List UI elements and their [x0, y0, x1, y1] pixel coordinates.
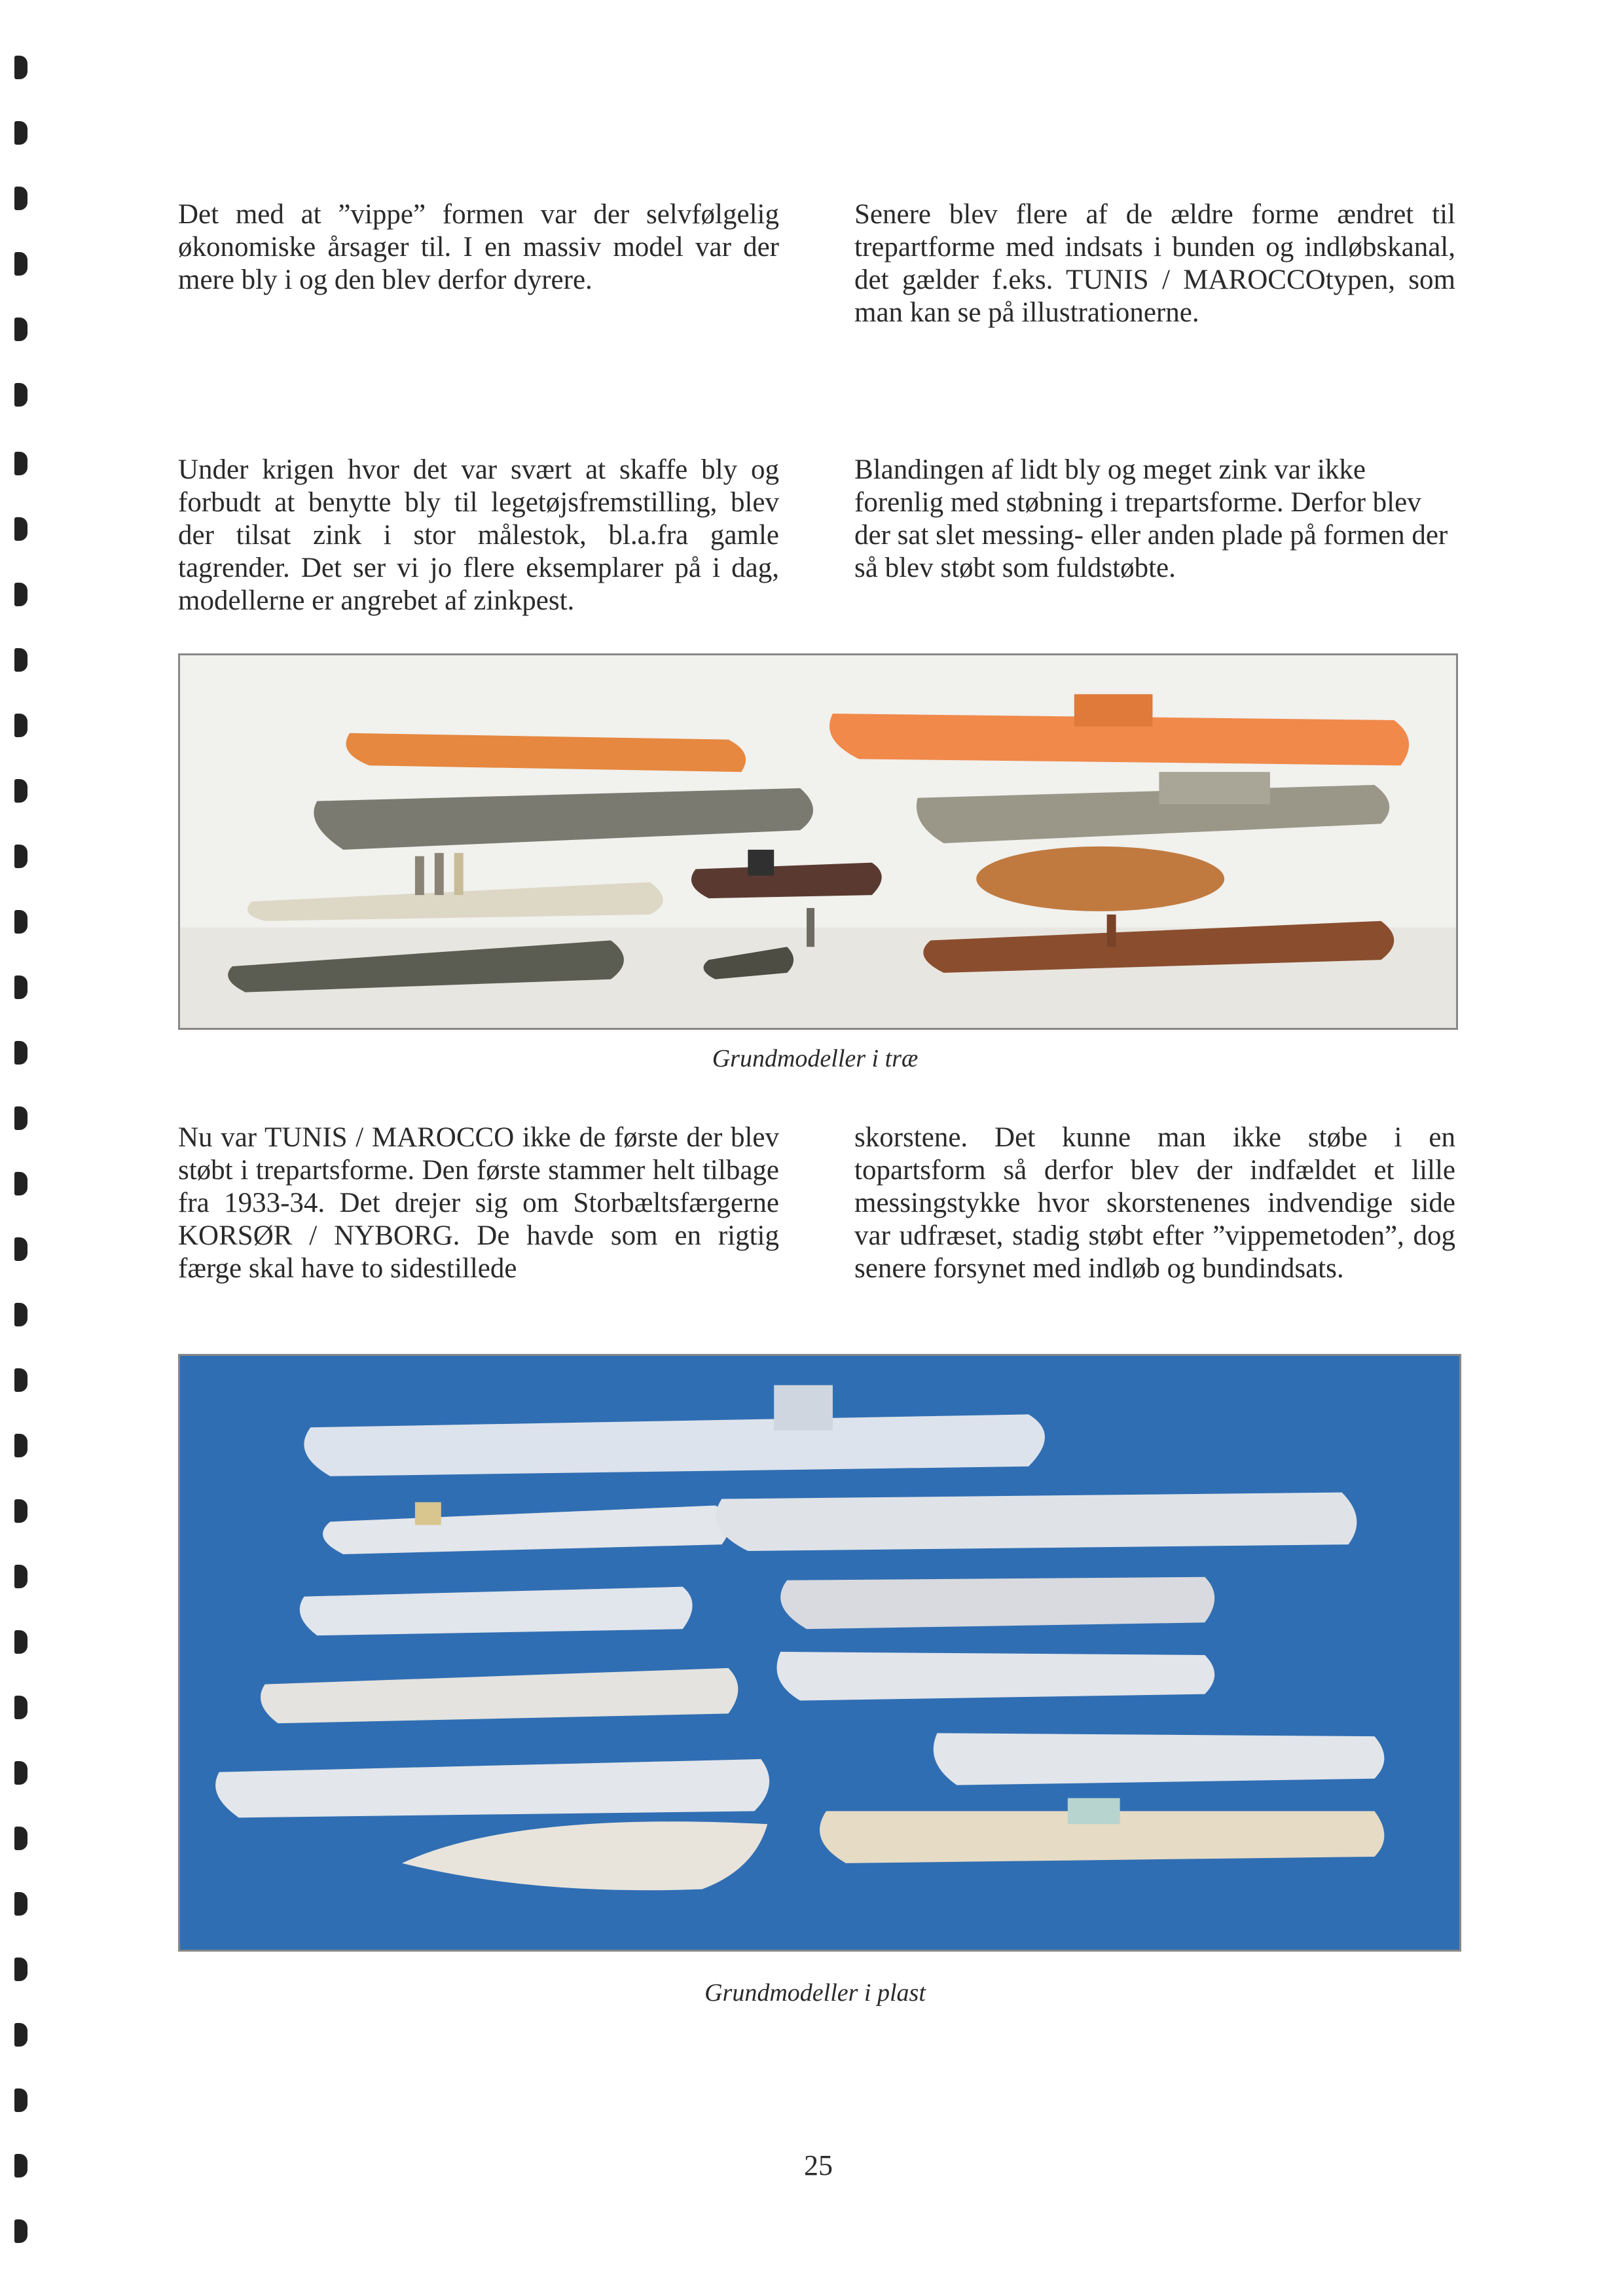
binding-hole [14, 383, 27, 407]
binding-hole [14, 1041, 27, 1065]
photo-plastic-models [178, 1354, 1461, 1952]
binding-hole [14, 1434, 27, 1457]
binding-hole [14, 779, 27, 803]
binding-hole [14, 517, 27, 541]
caption-wood: Grundmodeller i træ [712, 1045, 919, 1072]
binding-hole [14, 583, 27, 606]
binding-hole [14, 2219, 27, 2243]
paragraph-tunis: Nu var TUNIS / MAROCCO ikke de første der blev støbt i trepartsforme. Den første stammer helt tilbage fra 1933-34. Det drejer sig om Storbæltsfærgerne KORSØR / NYBORG. De havde som en rigtig færge skal have to sidestillede [178, 1122, 779, 1284]
binding-hole [14, 1303, 27, 1326]
binding-hole [14, 910, 27, 934]
binding-hole [14, 2088, 27, 2112]
caption-plastic: Grundmodeller i plast [704, 1979, 926, 2007]
binding-hole [14, 1892, 27, 1916]
binding-hole [14, 1630, 27, 1654]
paragraph-blandingen: Blandingen af lidt bly og meget zink var ikke forenlig med støbning i trepartsforme. Derfor blev der sat slet messing- eller anden plade på formen der så blev støbt som fuldstøbte. [854, 454, 1448, 583]
binding-hole [14, 452, 27, 475]
binding-hole [14, 975, 27, 999]
page-number: 25 [804, 2149, 833, 2181]
binding-hole [14, 648, 27, 672]
binding-hole [14, 121, 27, 145]
binding-hole [14, 1499, 27, 1523]
binding-hole [14, 1827, 27, 1850]
binding-hole [14, 2023, 27, 2047]
binding-hole [14, 1368, 27, 1392]
binding-hole [14, 1106, 27, 1130]
binding-hole [14, 1958, 27, 1981]
binding-hole [14, 1237, 27, 1261]
paragraph-vippe: Det med at ”vippe” formen var der selvfølgelig økonomiske årsager til. I en massiv model var der mere bly i og den blev derfor dyrere. [178, 199, 779, 295]
binding-hole [14, 187, 27, 210]
binding-hole [14, 1696, 27, 1719]
binding-hole [14, 1761, 27, 1785]
binding-hole [14, 252, 27, 276]
paragraph-krigen: Under krigen hvor det var svært at skaffe bly og forbudt at benytte bly til legetøjsfremstilling, blev der tilsat zink i stor målestok, bl.a.fra gamle tagrender. Det ser vi jo flere eksemplarer på i dag, modellerne er angrebet af zinkpest. [178, 454, 779, 616]
spiral-binding [14, 0, 41, 2296]
photo-wood-models [178, 653, 1458, 1030]
binding-hole [14, 714, 27, 737]
binding-hole [14, 845, 27, 868]
paragraph-trepartforme: Senere blev flere af de ældre forme ændret til trepartforme med indsats i bunden og indløbskanal, det gælder f.eks. TUNIS / MAROCCOtypen, som man kan se på illustrationerne. [854, 199, 1455, 328]
binding-hole [14, 1172, 27, 1195]
binding-hole [14, 56, 27, 79]
binding-hole [14, 1565, 27, 1588]
paragraph-skorstene: skorstene. Det kunne man ikke støbe i en topartsform så derfor blev der indfældet et lille messingstykke hvor skorstenenes indvendige side var udfræset, stadig støbt efter ”vippemetoden”, dog senere forsynet med indløb og bundindsats. [854, 1122, 1455, 1284]
binding-hole [14, 318, 27, 341]
binding-hole [14, 2154, 27, 2178]
